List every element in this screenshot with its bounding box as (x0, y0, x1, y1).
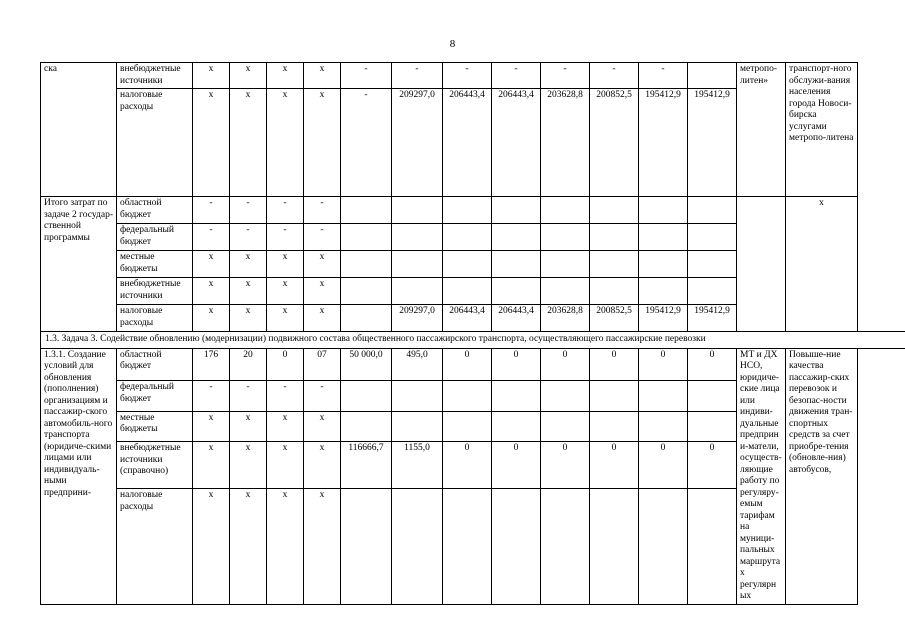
year-value-cell (541, 381, 590, 411)
code-cell: - (193, 197, 230, 224)
year-value-cell (492, 411, 541, 441)
executor-cell (737, 197, 786, 332)
code-cell: х (267, 305, 304, 332)
year-value-cell: 203628,8 (541, 305, 590, 332)
task-2-totals (41, 197, 905, 332)
code-cell: - (267, 197, 304, 224)
year-value-cell: 0 (443, 442, 492, 489)
code-cell: х (267, 251, 304, 278)
code-cell: х (304, 63, 341, 89)
code-cell: х (230, 278, 267, 305)
code-cell: х (304, 278, 341, 305)
table-row (41, 197, 905, 224)
year-value-cell (639, 251, 688, 278)
year-value-cell: 0 (688, 348, 737, 381)
code-cell: 176 (193, 348, 230, 381)
year-value-cell: 0 (443, 348, 492, 381)
total-cell (341, 278, 392, 305)
year-value-cell: - (392, 63, 443, 89)
code-cell: - (230, 224, 267, 251)
year-value-cell: 495,0 (392, 348, 443, 381)
code-cell: - (267, 381, 304, 411)
year-value-cell: 0 (541, 348, 590, 381)
year-value-cell (639, 489, 688, 604)
total-cell (341, 197, 392, 224)
code-cell: х (267, 278, 304, 305)
total-cell: - (341, 63, 392, 89)
code-cell: 20 (230, 348, 267, 381)
year-value-cell: 209297,0 (392, 305, 443, 332)
total-cell (341, 224, 392, 251)
year-value-cell (443, 197, 492, 224)
year-value-cell: 195412,9 (688, 89, 737, 197)
code-cell: 07 (304, 348, 341, 381)
code-cell: х (193, 442, 230, 489)
code-cell: х (304, 305, 341, 332)
code-cell: х (267, 442, 304, 489)
code-cell: 0 (267, 348, 304, 381)
code-cell: х (193, 489, 230, 604)
funding-source-cell: местные бюджеты (117, 251, 193, 278)
year-value-cell (639, 278, 688, 305)
task-3-section (41, 332, 905, 605)
year-value-cell (639, 197, 688, 224)
year-value-cell (541, 224, 590, 251)
expected-result-cell: транспорт-ного обслужи-вания населения города Новоси-бирска услугами метропо-литена (786, 63, 858, 197)
year-value-cell: 195412,9 (639, 305, 688, 332)
task-heading-row (41, 332, 905, 349)
code-cell: х (230, 89, 267, 197)
measure-name-cell: 1.3.1. Создание условий для обновления (пополнения) организациям и пассажир-ского автомобиль-ного транспорта (юридиче-скими лицами или индивидуаль-ными предприни- (41, 348, 117, 604)
year-value-cell: - (639, 63, 688, 89)
year-value-cell (590, 197, 639, 224)
year-value-cell (392, 278, 443, 305)
total-cell (341, 305, 392, 332)
year-value-cell: 206443,4 (443, 305, 492, 332)
year-value-cell (541, 251, 590, 278)
code-cell: х (193, 63, 230, 89)
year-value-cell (590, 224, 639, 251)
year-value-cell (541, 411, 590, 441)
total-cell (341, 251, 392, 278)
year-value-cell (688, 251, 737, 278)
year-value-cell (688, 63, 737, 89)
expected-result-cell: Повыше-ние качества пассажир-ских перевозок и безопас-ности движения тран-спортных средств за счет приобре-тения (обновле-ния) автобусов, (786, 348, 858, 604)
totals-name-cell: Итого затрат по задаче 2 государ-ственной программы (41, 197, 117, 332)
total-cell: 116666,7 (341, 442, 392, 489)
year-value-cell (688, 197, 737, 224)
year-value-cell (492, 381, 541, 411)
year-value-cell: 0 (492, 442, 541, 489)
year-value-cell: - (541, 63, 590, 89)
year-value-cell: - (443, 63, 492, 89)
year-value-cell (688, 381, 737, 411)
code-cell: х (267, 89, 304, 197)
year-value-cell: 206443,4 (492, 305, 541, 332)
funding-source-cell: местные бюджеты (117, 411, 193, 441)
section-2-tail (41, 63, 905, 197)
code-cell: х (304, 442, 341, 489)
code-cell: - (267, 224, 304, 251)
year-value-cell: 0 (541, 442, 590, 489)
funding-source-cell: внебюджетные источники (117, 278, 193, 305)
code-cell: х (193, 278, 230, 305)
year-value-cell (443, 411, 492, 441)
total-cell: 50 000,0 (341, 348, 392, 381)
year-value-cell (688, 278, 737, 305)
executor-cell: МТ и ДХ НСО, юридиче-ские лица или индиви-дуальные предприни-матели, осуществ-ляющие работу по регуляру-емым тарифам на муници-пальных маршрутах регулярных (737, 348, 786, 604)
code-cell: - (230, 197, 267, 224)
program-table (40, 62, 905, 605)
year-value-cell: 1155,0 (392, 442, 443, 489)
year-value-cell (443, 278, 492, 305)
year-value-cell (443, 489, 492, 604)
year-value-cell (541, 278, 590, 305)
code-cell: х (230, 411, 267, 441)
executor-cell: метропо-литен» (737, 63, 786, 197)
funding-source-cell: внебюджетные источники (справочно) (117, 442, 193, 489)
total-cell (341, 489, 392, 604)
year-value-cell: 203628,8 (541, 89, 590, 197)
funding-source-cell: федеральный бюджет (117, 381, 193, 411)
year-value-cell: 0 (590, 348, 639, 381)
year-value-cell (392, 251, 443, 278)
year-value-cell (688, 224, 737, 251)
code-cell: х (193, 305, 230, 332)
code-cell: х (230, 251, 267, 278)
code-cell: х (230, 442, 267, 489)
code-cell: х (230, 63, 267, 89)
code-cell: х (267, 63, 304, 89)
year-value-cell (492, 278, 541, 305)
year-value-cell (639, 224, 688, 251)
task-3-heading: 1.3. Задача 3. Содействие обновлению (модернизации) подвижного состава общественного пассажирского транспорта, осуществляющего пассажирские перевозки (41, 332, 905, 349)
year-value-cell (590, 411, 639, 441)
code-cell: х (304, 411, 341, 441)
table-row (41, 348, 905, 381)
year-value-cell (590, 278, 639, 305)
code-cell: х (193, 411, 230, 441)
code-cell: - (304, 197, 341, 224)
code-cell: х (193, 89, 230, 197)
code-cell: - (230, 381, 267, 411)
measure-name-cell: ска (41, 63, 117, 197)
year-value-cell: 0 (639, 442, 688, 489)
year-value-cell (541, 489, 590, 604)
code-cell: - (304, 224, 341, 251)
code-cell: х (304, 489, 341, 604)
year-value-cell: 0 (590, 442, 639, 489)
year-value-cell (392, 411, 443, 441)
expected-result-cell: х (786, 197, 858, 332)
year-value-cell (590, 251, 639, 278)
year-value-cell: 200852,5 (590, 89, 639, 197)
year-value-cell (392, 381, 443, 411)
year-value-cell (688, 411, 737, 441)
funding-source-cell: областной бюджет (117, 197, 193, 224)
code-cell: х (267, 489, 304, 604)
code-cell: х (193, 251, 230, 278)
year-value-cell (443, 381, 492, 411)
year-value-cell (443, 251, 492, 278)
code-cell: х (230, 305, 267, 332)
year-value-cell (492, 489, 541, 604)
code-cell: х (304, 89, 341, 197)
year-value-cell (392, 224, 443, 251)
year-value-cell: 195412,9 (639, 89, 688, 197)
year-value-cell (688, 489, 737, 604)
year-value-cell: 209297,0 (392, 89, 443, 197)
year-value-cell (639, 381, 688, 411)
year-value-cell (590, 489, 639, 604)
funding-source-cell: областной бюджет (117, 348, 193, 381)
year-value-cell: - (492, 63, 541, 89)
year-value-cell (492, 224, 541, 251)
funding-source-cell: внебюджетные источники (117, 63, 193, 89)
code-cell: - (193, 381, 230, 411)
year-value-cell (392, 197, 443, 224)
code-cell: х (304, 251, 341, 278)
total-cell: - (341, 89, 392, 197)
page-number: 8 (449, 38, 456, 50)
funding-source-cell: налоговые расходы (117, 489, 193, 604)
funding-source-cell: федеральный бюджет (117, 224, 193, 251)
year-value-cell: 0 (639, 348, 688, 381)
year-value-cell: 200852,5 (590, 305, 639, 332)
year-value-cell (492, 251, 541, 278)
year-value-cell (590, 381, 639, 411)
funding-source-cell: налоговые расходы (117, 89, 193, 197)
year-value-cell (392, 489, 443, 604)
year-value-cell: 206443,4 (443, 89, 492, 197)
year-value-cell: 206443,4 (492, 89, 541, 197)
code-cell: - (193, 224, 230, 251)
code-cell: х (267, 411, 304, 441)
year-value-cell: 195412,9 (688, 305, 737, 332)
code-cell: х (230, 489, 267, 604)
total-cell (341, 411, 392, 441)
year-value-cell: 0 (492, 348, 541, 381)
year-value-cell: - (590, 63, 639, 89)
year-value-cell (492, 197, 541, 224)
funding-source-cell: налоговые расходы (117, 305, 193, 332)
table-row (41, 63, 905, 89)
year-value-cell (443, 224, 492, 251)
year-value-cell (639, 411, 688, 441)
code-cell: - (304, 381, 341, 411)
year-value-cell: 0 (688, 442, 737, 489)
total-cell (341, 381, 392, 411)
year-value-cell (541, 197, 590, 224)
